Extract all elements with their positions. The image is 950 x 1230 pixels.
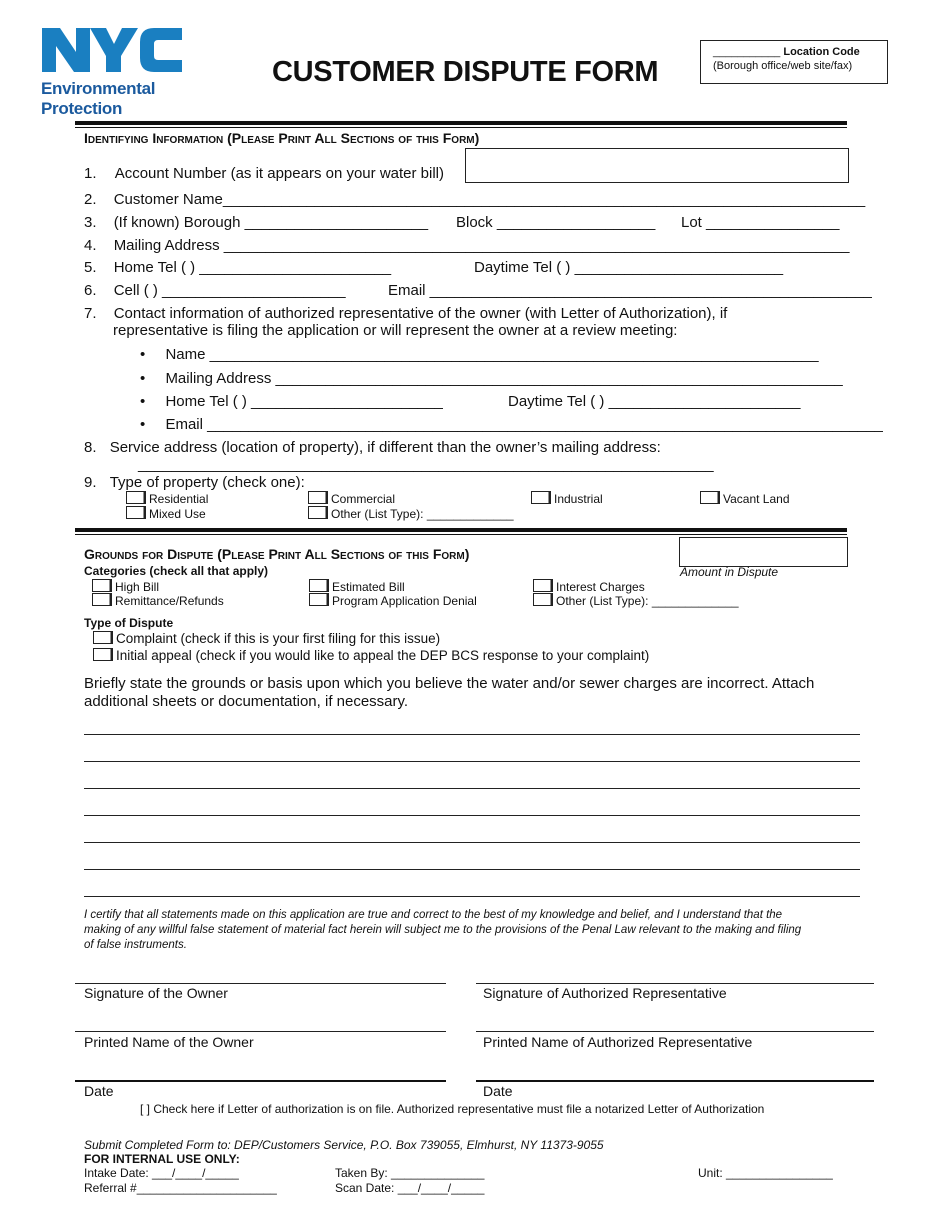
other-property-checkbox[interactable] (308, 506, 328, 519)
lot-field[interactable]: Lot ________________ (681, 214, 840, 231)
location-code-box (700, 40, 888, 84)
intake-date-field[interactable]: Intake Date: ___/____/_____ (84, 1166, 239, 1180)
industrial-label: Industrial (554, 492, 603, 506)
high-bill-label: High Bill (115, 580, 160, 594)
brief-statement-line-2: additional sheets or documentation, if necessary. (84, 693, 409, 710)
section-divider-top-thin (75, 127, 847, 128)
item-6-number: 6. (84, 282, 97, 299)
grounds-writing-line[interactable] (84, 842, 860, 843)
block-field[interactable]: Block ___________________ (456, 214, 656, 231)
brief-statement-line-1: Briefly state the grounds or basis upon which you believe the water and/or sewer charges are incorrect. Attach (84, 675, 815, 692)
other-property-field[interactable]: Other (List Type): _____________ (331, 507, 514, 521)
section-divider-top (75, 121, 847, 125)
residential-label: Residential (149, 492, 209, 506)
remittance-checkbox[interactable] (92, 593, 112, 606)
customer-name-field[interactable]: Customer Name_____________________________________________________________________________ (113, 191, 866, 208)
scan-date-field[interactable]: Scan Date: ___/____/_____ (335, 1181, 485, 1195)
mailing-address-field[interactable]: Mailing Address ___________________________________________________________________________ (113, 237, 850, 254)
section2-heading: Grounds for Dispute (Please Print All Sections of this Form) (84, 546, 470, 562)
grounds-writing-line[interactable] (84, 734, 860, 735)
rep-printed-name-label: Printed Name of Authorized Representative (483, 1034, 753, 1050)
interest-charges-label: Interest Charges (556, 580, 645, 594)
internal-use-label: FOR INTERNAL USE ONLY: (84, 1152, 240, 1166)
high-bill-checkbox[interactable] (92, 579, 112, 592)
grounds-writing-line[interactable] (84, 788, 860, 789)
bullet-icon: • (140, 416, 146, 433)
rep-email-field[interactable]: Email _________________________________________________________________________________ (165, 416, 883, 433)
remittance-label: Remittance/Refunds (115, 594, 224, 608)
loa-checkbox-text[interactable]: [ ] Check here if Letter of authorization is on file. Authorized representative must file a notarized Letter of Authorization (140, 1102, 765, 1116)
logo-line-1: Environmental (41, 79, 156, 98)
grounds-writing-line[interactable] (84, 761, 860, 762)
complaint-label: Complaint (check if this is your first filing for this issue) (116, 631, 441, 646)
section-divider-mid (75, 528, 847, 532)
property-type-label: Type of property (check one): (109, 474, 305, 491)
account-number-label: Account Number (as it appears on your water bill) (114, 165, 444, 182)
industrial-checkbox[interactable] (531, 491, 551, 504)
location-code-label: Location Code (783, 46, 860, 58)
bullet-icon: • (140, 346, 146, 363)
commercial-label: Commercial (331, 492, 396, 506)
program-denial-checkbox[interactable] (309, 593, 329, 606)
amount-in-dispute-label: Amount in Dispute (680, 565, 779, 579)
daytime-tel-field[interactable]: Daytime Tel ( ) _________________________ (474, 259, 784, 276)
vacant-land-label: Vacant Land (723, 492, 790, 506)
item-8-number: 8. (84, 439, 97, 456)
item-4-number: 4. (84, 237, 97, 254)
borough-field[interactable]: (If known) Borough ______________________ (113, 214, 429, 231)
rep-name-field[interactable]: Name _________________________________________________________________________ (165, 346, 819, 363)
taken-by-field[interactable]: Taken By: ______________ (335, 1166, 485, 1180)
owner-name-line[interactable] (75, 1031, 446, 1032)
grounds-writing-line[interactable] (84, 869, 860, 870)
amount-in-dispute-field[interactable] (679, 537, 848, 567)
rep-date-line[interactable] (476, 1080, 874, 1082)
interest-charges-checkbox[interactable] (533, 579, 553, 592)
rep-home-tel-field[interactable]: Home Tel ( ) _______________________ (165, 393, 443, 410)
other-category-field[interactable]: Other (List Type): _____________ (556, 594, 739, 608)
submit-address: Submit Completed Form to: DEP/Customers Service, P.O. Box 739055, Elmhurst, NY 11373-9055 (84, 1138, 604, 1152)
owner-date-line[interactable] (75, 1080, 446, 1082)
location-code-sub: (Borough office/web site/fax) (713, 60, 853, 72)
email-field[interactable]: Email _____________________________________________________ (388, 282, 872, 299)
estimated-bill-label: Estimated Bill (332, 580, 405, 594)
other-category-checkbox[interactable] (533, 593, 553, 606)
type-of-dispute-label: Type of Dispute (84, 616, 174, 630)
account-number-field[interactable] (465, 148, 849, 183)
residential-checkbox[interactable] (126, 491, 146, 504)
nyc-logo-mark (42, 22, 188, 74)
unit-field[interactable]: Unit: ________________ (698, 1166, 833, 1180)
program-denial-label: Program Application Denial (332, 594, 477, 608)
item-3-number: 3. (84, 214, 97, 231)
item-1-number: 1. (84, 165, 97, 182)
item-9-number: 9. (84, 474, 97, 491)
categories-label: Categories (check all that apply) (84, 564, 269, 578)
grounds-writing-line[interactable] (84, 896, 860, 897)
certification-line-2: making of any willful false statement of material fact herein will subject me to the provisions of the Penal Law relevant to the making and filing (84, 924, 802, 936)
item-7-number: 7. (84, 305, 97, 322)
estimated-bill-checkbox[interactable] (309, 579, 329, 592)
item-2-number: 2. (84, 191, 97, 208)
bullet-icon: • (140, 370, 146, 387)
appeal-label: Initial appeal (check if you would like to appeal the DEP BCS response to your complaint) (116, 648, 650, 663)
logo-line-2: Protection (41, 99, 123, 118)
appeal-checkbox[interactable] (93, 648, 113, 661)
rep-intro-line-2: representative is filing the application or will represent the owner at a review meeting: (113, 322, 678, 339)
location-code-blank[interactable]: ___________ (713, 46, 781, 58)
owner-date-label: Date (84, 1083, 114, 1099)
rep-signature-line[interactable] (476, 983, 874, 984)
rep-signature-label: Signature of Authorized Representative (483, 985, 727, 1001)
certification-line-1: I certify that all statements made on this application are true and correct to the best of my knowledge and belief, and I understand that the (84, 909, 783, 921)
owner-signature-label: Signature of the Owner (84, 985, 228, 1001)
section-divider-mid-thin (75, 534, 847, 535)
rep-name-line[interactable] (476, 1031, 874, 1032)
nyc-dep-logo (40, 22, 190, 117)
rep-date-label: Date (483, 1083, 513, 1099)
owner-signature-line[interactable] (75, 983, 446, 984)
service-address-label: Service address (location of property), if different than the owner’s mailing address: (109, 439, 661, 456)
vacant-land-checkbox[interactable] (700, 491, 720, 504)
rep-intro-line-1: Contact information of authorized representative of the owner (with Letter of Authorization), if (113, 305, 728, 322)
home-tel-field[interactable]: Home Tel ( ) _______________________ (113, 259, 392, 276)
cell-field[interactable]: Cell ( ) ______________________ (113, 282, 346, 299)
mixed-use-label: Mixed Use (149, 507, 206, 521)
rep-daytime-tel-field[interactable]: Daytime Tel ( ) _______________________ (508, 393, 801, 410)
complaint-checkbox[interactable] (93, 631, 113, 644)
section1-heading: Identifying Information (Please Print All Sections of this Form) (84, 130, 480, 146)
owner-printed-name-label: Printed Name of the Owner (84, 1034, 254, 1050)
form-title: CUSTOMER DISPUTE FORM (272, 56, 659, 88)
rep-mailing-field[interactable]: Mailing Address ____________________________________________________________________ (165, 370, 843, 387)
certification-line-3: of false instruments. (84, 939, 187, 951)
commercial-checkbox[interactable] (308, 491, 328, 504)
certification-text (84, 908, 801, 953)
bullet-icon: • (140, 393, 146, 410)
mixed-use-checkbox[interactable] (126, 506, 146, 519)
grounds-writing-line[interactable] (84, 815, 860, 816)
referral-field[interactable]: Referral #_____________________ (84, 1181, 277, 1195)
item-5-number: 5. (84, 259, 97, 276)
service-address-field[interactable]: _____________________________________________________________________ (138, 456, 714, 473)
